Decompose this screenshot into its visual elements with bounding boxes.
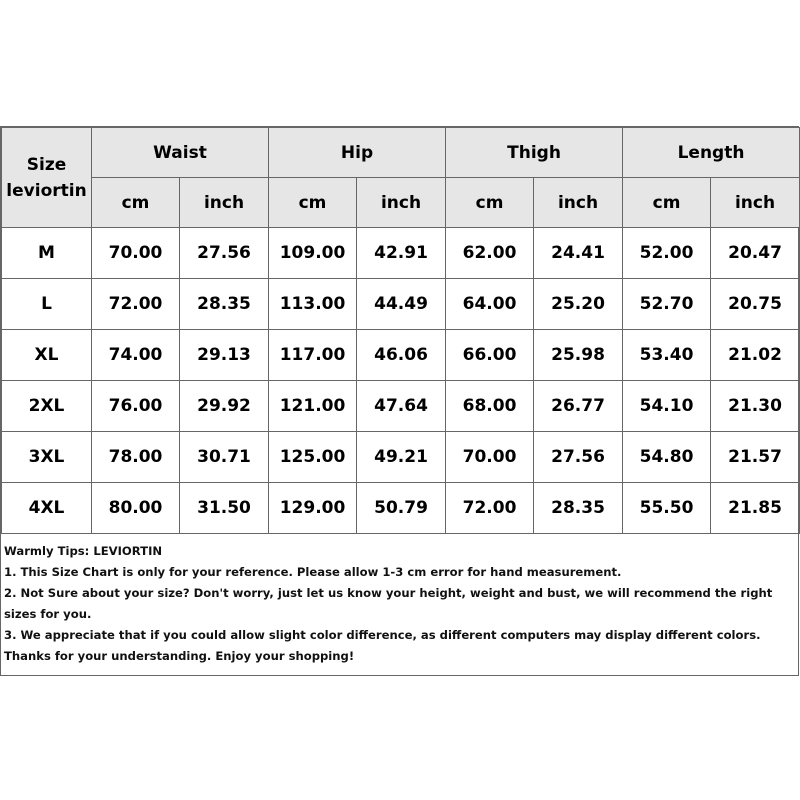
group-header-row bbox=[2, 128, 800, 178]
value-cell: 24.41 bbox=[534, 228, 623, 279]
value-cell: 52.70 bbox=[623, 279, 711, 330]
value-cell: 25.98 bbox=[534, 330, 623, 381]
group-header-waist: Waist bbox=[92, 128, 269, 178]
value-cell: 129.00 bbox=[269, 483, 357, 534]
size-cell: M bbox=[2, 228, 92, 279]
table-row bbox=[2, 483, 800, 534]
value-cell: 49.21 bbox=[357, 432, 446, 483]
unit-header-cell: inch bbox=[534, 178, 623, 228]
value-cell: 21.57 bbox=[711, 432, 800, 483]
size-cell: 3XL bbox=[2, 432, 92, 483]
unit-header-cell: cm bbox=[269, 178, 357, 228]
value-cell: 125.00 bbox=[269, 432, 357, 483]
value-cell: 117.00 bbox=[269, 330, 357, 381]
value-cell: 78.00 bbox=[92, 432, 180, 483]
tips-title: Warmly Tips: LEVIORTIN bbox=[4, 544, 163, 558]
value-cell: 21.85 bbox=[711, 483, 800, 534]
value-cell: 54.10 bbox=[623, 381, 711, 432]
unit-header-cell: inch bbox=[711, 178, 800, 228]
value-cell: 31.50 bbox=[180, 483, 269, 534]
brand-header-label: leviortin bbox=[6, 180, 87, 201]
size-cell: XL bbox=[2, 330, 92, 381]
value-cell: 64.00 bbox=[446, 279, 534, 330]
size-cell: 2XL bbox=[2, 381, 92, 432]
value-cell: 46.06 bbox=[357, 330, 446, 381]
unit-header-cell: inch bbox=[180, 178, 269, 228]
group-header-hip: Hip bbox=[269, 128, 446, 178]
value-cell: 72.00 bbox=[92, 279, 180, 330]
value-cell: 26.77 bbox=[534, 381, 623, 432]
value-cell: 25.20 bbox=[534, 279, 623, 330]
value-cell: 76.00 bbox=[92, 381, 180, 432]
value-cell: 54.80 bbox=[623, 432, 711, 483]
unit-header-cell: cm bbox=[446, 178, 534, 228]
value-cell: 68.00 bbox=[446, 381, 534, 432]
value-cell: 55.50 bbox=[623, 483, 711, 534]
value-cell: 53.40 bbox=[623, 330, 711, 381]
value-cell: 29.13 bbox=[180, 330, 269, 381]
group-header-thigh: Thigh bbox=[446, 128, 623, 178]
group-header-length: Length bbox=[623, 128, 800, 178]
tips-line: 1. This Size Chart is only for your reference. Please allow 1-3 cm error for hand measurement. bbox=[4, 565, 622, 579]
value-cell: 29.92 bbox=[180, 381, 269, 432]
tips-section bbox=[4, 541, 794, 667]
value-cell: 27.56 bbox=[534, 432, 623, 483]
value-cell: 52.00 bbox=[623, 228, 711, 279]
size-cell: L bbox=[2, 279, 92, 330]
value-cell: 50.79 bbox=[357, 483, 446, 534]
unit-header-cell: cm bbox=[623, 178, 711, 228]
unit-header-row bbox=[2, 178, 800, 228]
value-cell: 113.00 bbox=[269, 279, 357, 330]
value-cell: 66.00 bbox=[446, 330, 534, 381]
unit-header-cell: inch bbox=[357, 178, 446, 228]
value-cell: 21.30 bbox=[711, 381, 800, 432]
value-cell: 20.75 bbox=[711, 279, 800, 330]
value-cell: 70.00 bbox=[92, 228, 180, 279]
size-table bbox=[1, 127, 800, 534]
value-cell: 74.00 bbox=[92, 330, 180, 381]
size-column-header bbox=[2, 128, 92, 228]
value-cell: 28.35 bbox=[180, 279, 269, 330]
table-row bbox=[2, 381, 800, 432]
tips-line: Thanks for your understanding. Enjoy your shopping! bbox=[4, 649, 355, 663]
value-cell: 44.49 bbox=[357, 279, 446, 330]
table-row bbox=[2, 432, 800, 483]
value-cell: 109.00 bbox=[269, 228, 357, 279]
tips-line: 3. We appreciate that if you could allow slight color difference, as different computers may display different colors. bbox=[4, 628, 761, 642]
value-cell: 27.56 bbox=[180, 228, 269, 279]
value-cell: 47.64 bbox=[357, 381, 446, 432]
value-cell: 70.00 bbox=[446, 432, 534, 483]
value-cell: 21.02 bbox=[711, 330, 800, 381]
value-cell: 42.91 bbox=[357, 228, 446, 279]
tips-line: 2. Not Sure about your size? Don't worry, just let us know your height, weight and bust, we will recommend the right sizes for you. bbox=[4, 586, 773, 621]
value-cell: 30.71 bbox=[180, 432, 269, 483]
size-cell: 4XL bbox=[2, 483, 92, 534]
value-cell: 121.00 bbox=[269, 381, 357, 432]
table-row bbox=[2, 279, 800, 330]
value-cell: 72.00 bbox=[446, 483, 534, 534]
table-row bbox=[2, 228, 800, 279]
value-cell: 28.35 bbox=[534, 483, 623, 534]
value-cell: 62.00 bbox=[446, 228, 534, 279]
value-cell: 20.47 bbox=[711, 228, 800, 279]
unit-header-cell: cm bbox=[92, 178, 180, 228]
size-header-label: Size bbox=[26, 154, 67, 175]
table-row bbox=[2, 330, 800, 381]
size-chart bbox=[0, 126, 799, 676]
value-cell: 80.00 bbox=[92, 483, 180, 534]
